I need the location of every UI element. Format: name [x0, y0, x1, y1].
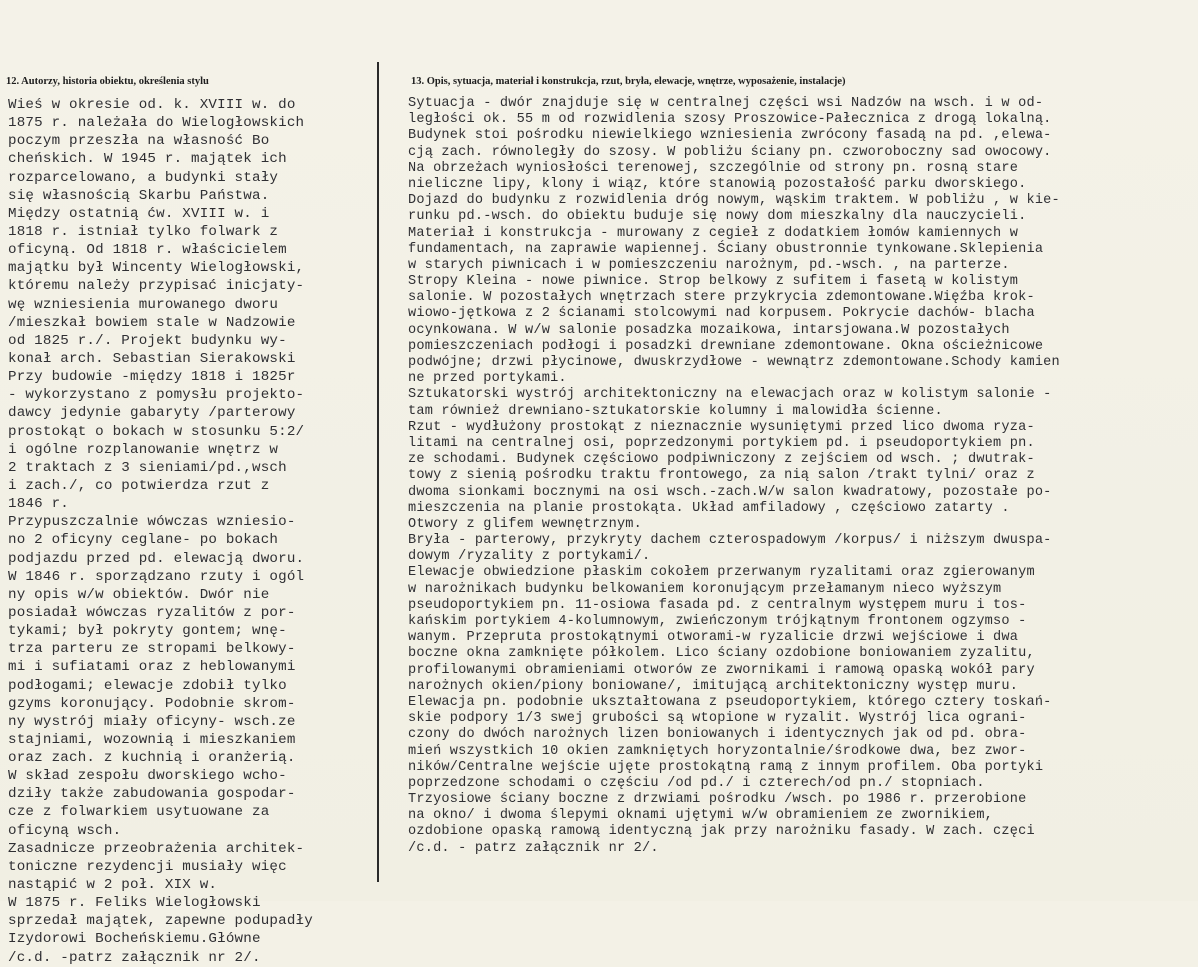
description-text-line: dowym /ryzality z portykami/.	[408, 549, 651, 565]
description-text-line: tam również drewniano-sztukatorskie kolumny i malowidła ścienne.	[408, 403, 943, 419]
history-column	[8, 96, 374, 967]
history-text-line: - wykorzystano z pomysłu projekto-	[8, 387, 305, 404]
history-text-line: i zach./, co potwierdza rzut z	[8, 477, 270, 494]
description-text-line: ległości ok. 55 m od rozwidlenia szosy Proszowice-Pałecznica z drogą lokalną.	[408, 112, 1052, 128]
description-text-line: Elewacja pn. podobnie ukształtowana z pseudoportykiem, którego cztery toskań-	[408, 694, 1052, 710]
section-12-header: 12. Autorzy, historia obiektu, określenia stylu	[6, 76, 209, 87]
description-text-line: ników/Centralne wejście ujęte prostokątną ramą z innym profilem. Oba portyki	[408, 759, 1044, 775]
column-divider	[377, 62, 379, 882]
history-text-line: cze z folwarkiem usytuowane za	[8, 804, 270, 821]
history-text-line: Izydorowi Bocheńskiemu.Główne	[8, 931, 261, 948]
description-text-line: Sztukatorski wystrój architektoniczny na elewacjach oraz w kolistym salonie -	[408, 387, 1052, 403]
history-text-line: /c.d. -patrz załącznik nr 2/.	[8, 949, 261, 966]
history-text-line: konał arch. Sebastian Sierakowski	[8, 350, 296, 367]
description-text-line: pseudoportykiem pn. 11-osiowa fasada pd. z centralnym występem muru i tos-	[408, 597, 1027, 613]
history-text-line: no 2 oficyny ceglane- po bokach	[8, 532, 279, 549]
history-text-line: ny opis w/w obiektów. Dwór nie	[8, 586, 270, 603]
history-text-line: oraz zach. z kuchnią i oranżerią.	[8, 750, 296, 767]
history-text-line: gzyms koronujący. Podobnie skrom-	[8, 695, 296, 712]
history-text-line: Zasadnicze przeobrażenia architek-	[8, 840, 305, 857]
history-text-line: sprzedał majątek, zapewne podupadły	[8, 913, 313, 930]
history-text-line: W skład zespołu dworskiego wcho-	[8, 768, 287, 785]
history-text-line: dawcy jedynie gabaryty /parterowy	[8, 405, 296, 422]
history-text-line: poczym przeszła na własność Bo	[8, 133, 270, 150]
description-text-line: towy z sienią pośrodku traktu frontowego, za nią salon /trakt tylni/ oraz z	[408, 468, 1035, 484]
history-text-line: Przypuszczalnie wówczas wzniesio-	[8, 514, 296, 531]
description-text-line: na okno/ i dwoma ślepymi oknami ujętymi w/w obramieniem ze zwornikiem,	[408, 808, 994, 824]
history-text-line: trza parteru ze stropami belkowy-	[8, 641, 296, 658]
description-text-line: pomieszczeniach podłogi i posadzki drewniane zdemontowane. Okna ościeżnicowe	[408, 338, 1044, 354]
description-text-line: litami na centralnej osi, poprzedzonymi portykiem pd. i pseudoportykiem pn.	[408, 435, 1035, 451]
description-text-line: Rzut - wydłużony prostokąt z nieznacznie wysuniętymi przed lico dwoma ryza-	[408, 419, 1035, 435]
history-text-line: 2 traktach z 3 sieniami/pd.,wsch	[8, 459, 287, 476]
description-text-line: nieliczne lipy, klony i wiąz, które stanowią pozostałość parku dworskiego.	[408, 176, 1027, 192]
description-text-line: wanym. Przepruta prostokątnymi otworami-w ryzalicie drzwi wejściowe i dwa	[408, 630, 1019, 646]
description-text-line: czony do dwóch narożnych lizen boniowanych i identycznych jak od pd. obra-	[408, 727, 1027, 743]
description-text-line: Stropy Kleina - nowe piwnice. Strop belkowy z sufitem i fasetą w kolistym	[408, 274, 1019, 290]
history-text-line: rozparcelowano, a budynki stały	[8, 169, 279, 186]
history-text-line: od 1825 r./. Projekt budynku wy-	[8, 332, 287, 349]
description-text-line: poprzedzone schodami o częściu /od pd./ i czterech/od pn./ stopniach.	[408, 775, 985, 791]
history-text-line: i ogólne rozplanowanie wnętrz w	[8, 441, 279, 458]
history-text-line: cheńskich. W 1945 r. majątek ich	[8, 151, 287, 168]
description-text-line: ozdobione opaską ramową identyczną jak przy narożniku fasady. W zach. częci	[408, 824, 1035, 840]
history-text-line: posiadał wówczas ryzalitów z por-	[8, 604, 296, 621]
description-text-line: salonie. W pozostałych wnętrzach stere przykrycia zdemontowane.Więźba krok-	[408, 290, 1035, 306]
history-text-line: 1875 r. należała do Wielogłowskich	[8, 115, 305, 132]
history-text-line: podjazdu przed pd. elewacją dworu.	[8, 550, 305, 567]
description-text-line: profilowanymi obramieniami otworów ze zwornikami i ramową opaską wokół pary	[408, 662, 1035, 678]
history-text-line: nastąpić w 2 poł. XIX w.	[8, 877, 218, 894]
description-text-line: ze schodami. Budynek częściowo podpiwniczony z zejściem od wsch. ; dwutrak-	[408, 452, 1035, 468]
history-text-line: tykami; był pokryty gontem; wnę-	[8, 623, 287, 640]
description-text-line: fundamentach, na zaprawie wapiennej. Ściany obustronnie tynkowane.Sklepienia	[408, 241, 1044, 257]
description-text-line: Trzyosiowe ściany boczne z drzwiami pośrodku /wsch. po 1986 r. przerobione	[408, 792, 1027, 808]
description-text-line: Sytuacja - dwór znajduje się w centralnej części wsi Nadzów na wsch. i w od-	[408, 96, 1044, 111]
history-text-line: mi i sufiatami oraz z heblowanymi	[8, 659, 296, 676]
history-text-line: oficyną. Od 1818 r. właścicielem	[8, 242, 287, 259]
description-text-line: Otwory z glifem wewnętrznym.	[408, 516, 643, 532]
description-text-line: Elewacje obwiedzione płaskim cokołem przerwanym ryzalitami oraz zgierowanym	[408, 565, 1035, 581]
description-text-line: cją zach. równoległy do szosy. W pobliżu ściany pn. czworoboczny sad owocowy.	[408, 144, 1052, 160]
section-13-header: 13. Opis, sytuacja, materiał i konstrukcja, rzut, bryła, elewacje, wnętrze, wyposażenie, instalacje)	[411, 76, 846, 87]
description-text-line: Dojazd do budynku z rozwidlenia dróg nowym, wąskim traktem. W pobliżu , w kie-	[408, 193, 1060, 209]
description-text-line: Budynek stoi pośrodku niewielkiego wzniesienia zwrócony fasadą na pd. ,elewa-	[408, 128, 1052, 144]
description-text-line: narożnych okien/piony boniowane/, imitującą architektoniczny występ muru.	[408, 678, 1019, 694]
history-text-line: 1846 r.	[8, 496, 69, 513]
description-text-line: w starych piwnicach i w pomieszczeniu narożnym, pd.-wsch. , na parterze.	[408, 257, 1010, 273]
history-text-line: W 1875 r. Feliks Wielogłowski	[8, 895, 261, 912]
description-text-line: runku pd.-wsch. do obiektu buduje się nowy dom mieszkalny dla nauczycieli.	[408, 209, 1027, 225]
description-text-line: Materiał i konstrukcja - murowany z cegieł z dodatkiem łomów kamiennych w	[408, 225, 1019, 241]
description-text-line: /c.d. - patrz załącznik nr 2/.	[408, 840, 659, 856]
history-text-line: dziły także zabudowania gospodar-	[8, 786, 296, 803]
history-text-line: prostokąt o bokach w stosunku 5:2/	[8, 423, 305, 440]
history-text-line: toniczne rezydencji musiały więc	[8, 858, 287, 875]
history-text-line: ny wystrój miały oficyny- wsch.ze	[8, 713, 296, 730]
history-text-line: Przy budowie -między 1818 i 1825r	[8, 369, 296, 386]
description-text-line: kańskim portykiem 4-kolumnowym, zwieńczonym trójkątnym frontonem ogzymso -	[408, 614, 1027, 629]
description-text-line: dwoma sionkami bocznymi na osi wsch.-zach.W/w salon kwadratowy, pozostałe po-	[408, 484, 1052, 500]
description-column	[408, 96, 1198, 857]
history-text-line: /mieszkał bowiem stale w Nadzowie	[8, 314, 296, 331]
description-text-line: boczne okna zamknięte półkolem. Lico ściany ozdobione boniowaniem zyzalitu,	[408, 646, 1035, 662]
history-text-line: oficyną wsch.	[8, 822, 122, 839]
history-text-line: majątku był Wincenty Wielogłowski,	[8, 260, 305, 277]
description-text-line: w narożnikach budynku belkowaniem koronującym przełamanym nieco wyższym	[408, 581, 1002, 597]
description-text-line: Bryła - parterowy, przykryty dachem czterospadowym /korpus/ i niższym dwuspa-	[408, 533, 1052, 549]
description-text-line: ocynkowana. W w/w salonie posadzka mozaikowa, intarsjowana.W pozostałych	[408, 322, 1010, 338]
history-text-line: stajniami, wozownią i mieszkaniem	[8, 731, 296, 748]
history-text-line: podłogami; elewacje zdobił tylko	[8, 677, 287, 694]
description-text-line: skie podpory 1/3 swej grubości są wtopione w ryzalit. Wystrój lica ograni-	[408, 711, 1027, 727]
history-text-line: wę wzniesienia murowanego dworu	[8, 296, 279, 313]
description-text-line: wiowo-jętkowa z 2 ścianami stolcowymi nad korpusem. Pokrycie dachów- blacha	[408, 306, 1035, 322]
history-text-line: się własnością Skarbu Państwa.	[8, 187, 270, 204]
history-text-line: Między ostatnią ćw. XVIII w. i	[8, 205, 270, 222]
description-text-line: podwójne; drzwi płycinowe, dwuskrzydłowe - wewnątrz zdemontowane.Schody kamien	[408, 355, 1060, 370]
description-text-line: mieszczenia na planie prostokąta. Układ amfiladowy , częściowo zatarty .	[408, 500, 1010, 516]
description-text-line: Na obrzeżach wyniosłości terenowej, szczególnie od strony pn. rosną stare	[408, 160, 1019, 176]
history-text-line: któremu należy przypisać inicjaty-	[8, 278, 305, 295]
history-text-line: W 1846 r. sporządzano rzuty i ogól	[8, 568, 305, 585]
description-text-line: mień wszystkich 10 okien zamkniętych horyzontalnie/środkowe dwa, bez zwor-	[408, 743, 1027, 759]
description-text-line: ne przed portykami.	[408, 371, 567, 387]
history-text-line: Wieś w okresie od. k. XVIII w. do	[8, 97, 296, 113]
history-text-line: 1818 r. istniał tylko folwark z	[8, 223, 279, 240]
